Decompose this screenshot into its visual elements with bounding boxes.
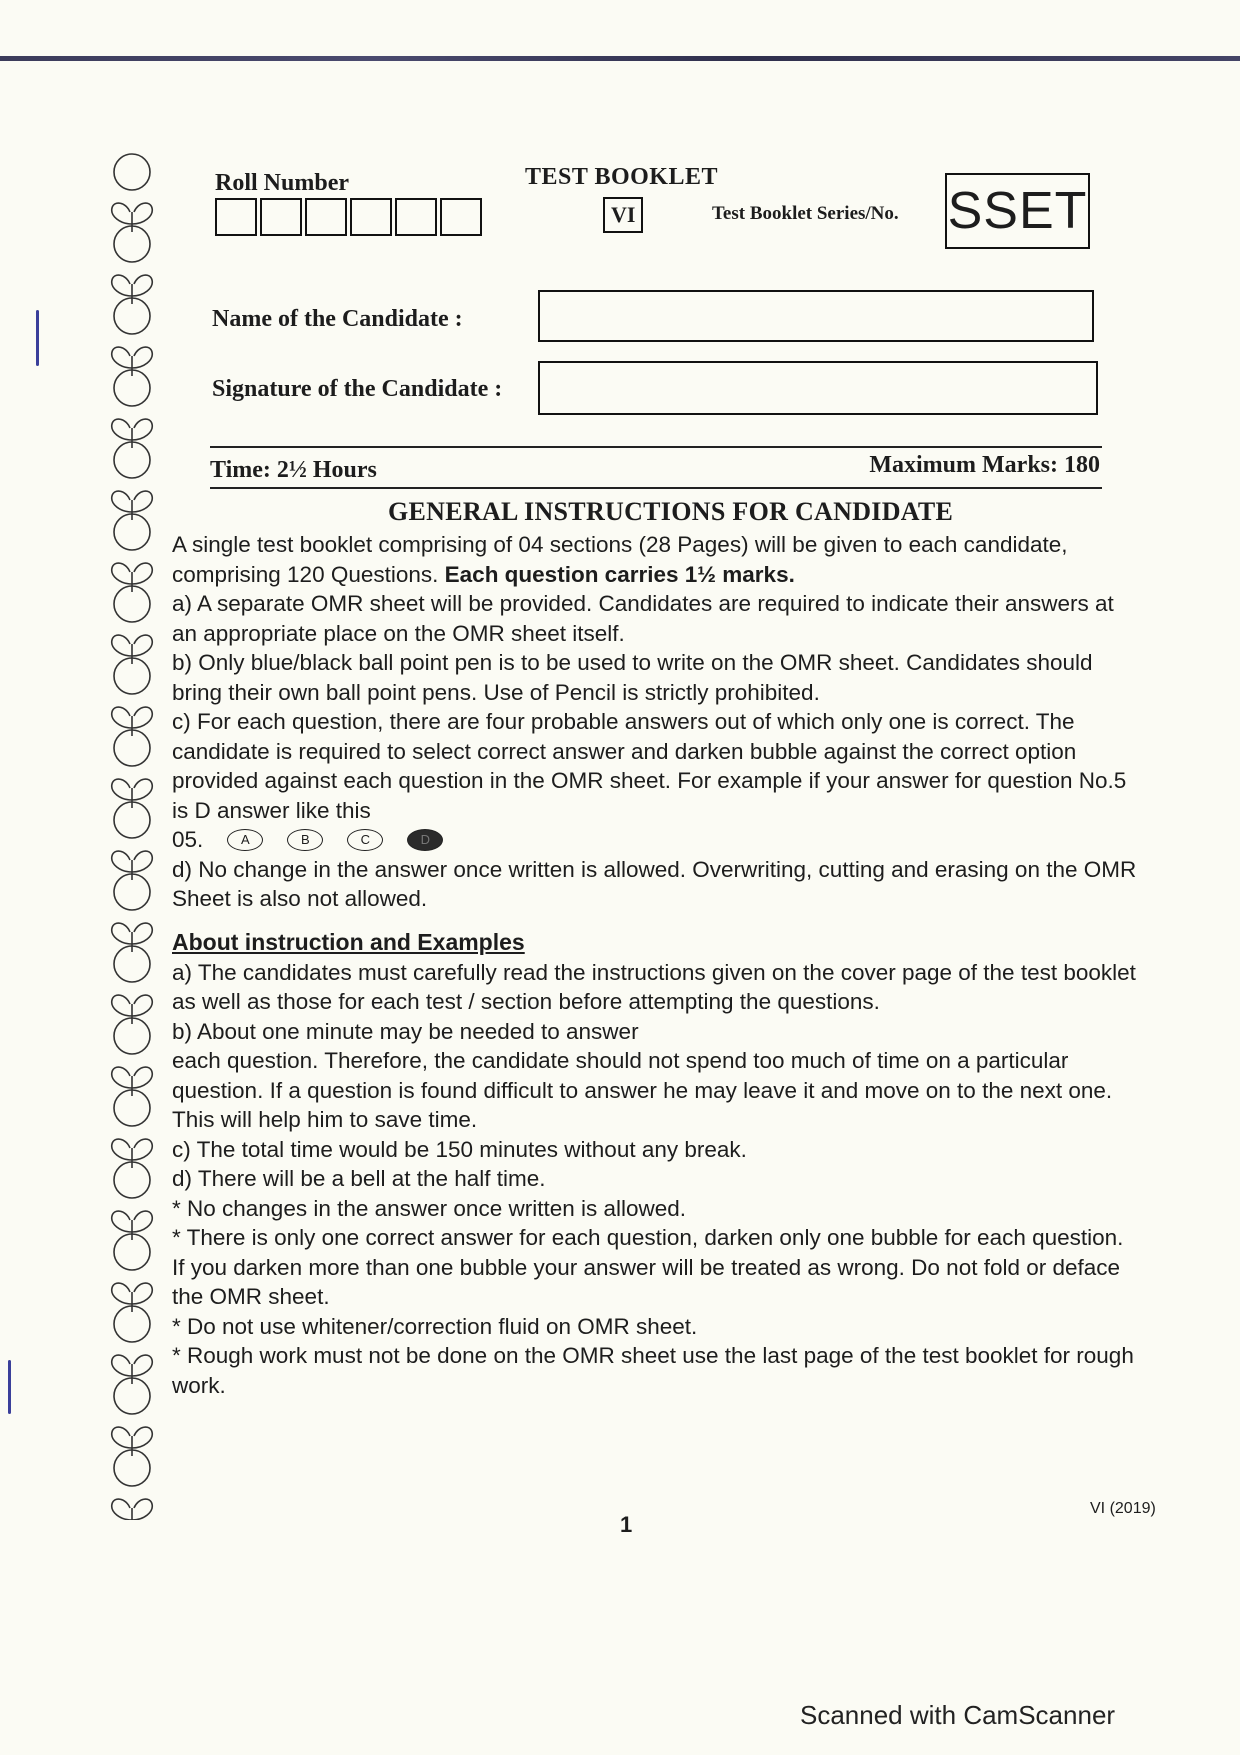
divider	[210, 487, 1102, 489]
about-instructions	[172, 928, 1142, 1400]
about-star-4: * Rough work must not be done on the OMR sheet use the last page of the test booklet for rough work.	[172, 1343, 1134, 1398]
roll-number-label: Roll Number	[215, 170, 349, 196]
exam-max-marks: Maximum Marks: 180	[869, 452, 1100, 478]
edition-label: VI (2019)	[1090, 1500, 1156, 1517]
candidate-signature-field[interactable]	[538, 361, 1098, 415]
about-c: c) The total time would be 150 minutes without any break.	[172, 1136, 747, 1162]
series-value-box: SSET	[945, 173, 1090, 249]
about-d: d) There will be a bell at the half time.	[172, 1166, 546, 1191]
general-instructions	[172, 530, 1142, 914]
divider	[210, 446, 1102, 448]
candidate-signature-label: Signature of the Candidate :	[212, 376, 503, 402]
vine-leaf-pair	[112, 1139, 153, 1168]
about-b2: each question. Therefore, the candidate should not spend too much of time on a particular question. If a question is found difficult to answer he may leave it and move on to the next one. This will help him to save time.	[172, 1048, 1113, 1132]
scanner-watermark: Scanned with CamScanner	[800, 1700, 1116, 1730]
vine-leaf-pair	[112, 1427, 153, 1456]
vine-leaf-pair	[112, 1211, 153, 1240]
booklet-code-box: VI	[603, 197, 643, 233]
series-label: Test Booklet Series/No.	[712, 203, 899, 224]
roll-number-digit-box[interactable]	[350, 198, 392, 236]
roll-number-digit-box[interactable]	[260, 198, 302, 236]
option-bubble-d-filled: D	[407, 829, 443, 851]
roll-number-digit-box[interactable]	[440, 198, 482, 236]
instructions-intro: A single test booklet comprising of 04 sections (28 Pages) will be given to each candidate, comprising 120 Questions. Each question carries 1½ marks.	[172, 532, 1068, 587]
instructions-heading: GENERAL INSTRUCTIONS FOR CANDIDATE	[388, 497, 954, 526]
about-star-2: * There is only one correct answer for each question, darken only one bubble for each question. If you darken more than one bubble your answer will be treated as wrong. Do not fold or deface the OMR sheet.	[172, 1225, 1124, 1309]
vine-leaf-pair	[112, 491, 153, 520]
vine-leaf-pair	[112, 995, 153, 1024]
page-number: 1	[620, 1512, 633, 1537]
vine-leaf-pair	[112, 1355, 153, 1384]
roll-number-digit-box[interactable]	[305, 198, 347, 236]
omr-example	[172, 825, 1142, 855]
about-star-1: * No changes in the answer once written is allowed.	[172, 1195, 687, 1221]
instruction-b: b) Only blue/black ball point pen is to be used to write on the OMR sheet. Candidates should bring their own ball point pens. Use of Pencil is strictly prohibited.	[172, 650, 1093, 705]
test-booklet-label: TEST BOOKLET	[525, 164, 718, 190]
vine-leaf-pair	[112, 635, 153, 664]
decorative-vine-border	[100, 150, 164, 1520]
about-title: About instruction and Examples	[172, 929, 525, 955]
margin-pen-mark	[8, 1360, 11, 1414]
vine-leaf-pair	[112, 347, 153, 376]
option-bubble-b: B	[287, 829, 323, 851]
vine-leaf-pair	[112, 923, 153, 952]
about-b1: b) About one minute may be needed to answer	[172, 1018, 639, 1044]
about-a: a) The candidates must carefully read the instructions given on the cover page of the test booklet as well as those for each test / section before attempting the questions.	[172, 959, 1136, 1014]
vine-circle	[114, 154, 150, 190]
vine-leaf-pair	[112, 1067, 153, 1096]
option-bubble-c: C	[347, 829, 383, 851]
option-bubble-a: A	[227, 829, 263, 851]
vine-leaf-pair	[112, 779, 153, 808]
example-question-number: 05.	[172, 827, 204, 852]
about-star-3: * Do not use whitener/correction fluid on OMR sheet.	[172, 1313, 698, 1339]
exam-time: Time: 2½ Hours	[210, 457, 377, 483]
vine-leaf-pair	[112, 851, 153, 880]
vine-leaf-pair	[112, 275, 153, 304]
candidate-name-field[interactable]	[538, 290, 1094, 342]
roll-number-digit-box[interactable]	[395, 198, 437, 236]
vine-leaf-pair	[112, 707, 153, 736]
instruction-a: a) A separate OMR sheet will be provided. Candidates are required to indicate their answers at an appropriate place on the OMR sheet itself.	[172, 591, 1114, 646]
instruction-d: d) No change in the answer once written is allowed. Overwriting, cutting and erasing on the OMR Sheet is also not allowed.	[172, 856, 1137, 911]
instruction-c: c) For each question, there are four probable answers out of which only one is correct. The candidate is required to select correct answer and darken bubble against the correct option provided against each question in the OMR sheet. For example if your answer for question No.5 is D answer like this	[172, 709, 1127, 823]
vine-leaf-pair	[112, 1283, 153, 1312]
vine-leaf-pair	[112, 1499, 153, 1520]
vine-leaf-pair	[112, 203, 153, 232]
roll-number-digit-box[interactable]	[215, 198, 257, 236]
candidate-name-label: Name of the Candidate :	[212, 306, 463, 332]
roll-number-boxes	[215, 198, 485, 236]
margin-pen-mark	[36, 310, 39, 366]
vine-leaf-pair	[112, 419, 153, 448]
scan-top-edge	[0, 56, 1240, 61]
vine-leaf-pair	[112, 563, 153, 592]
